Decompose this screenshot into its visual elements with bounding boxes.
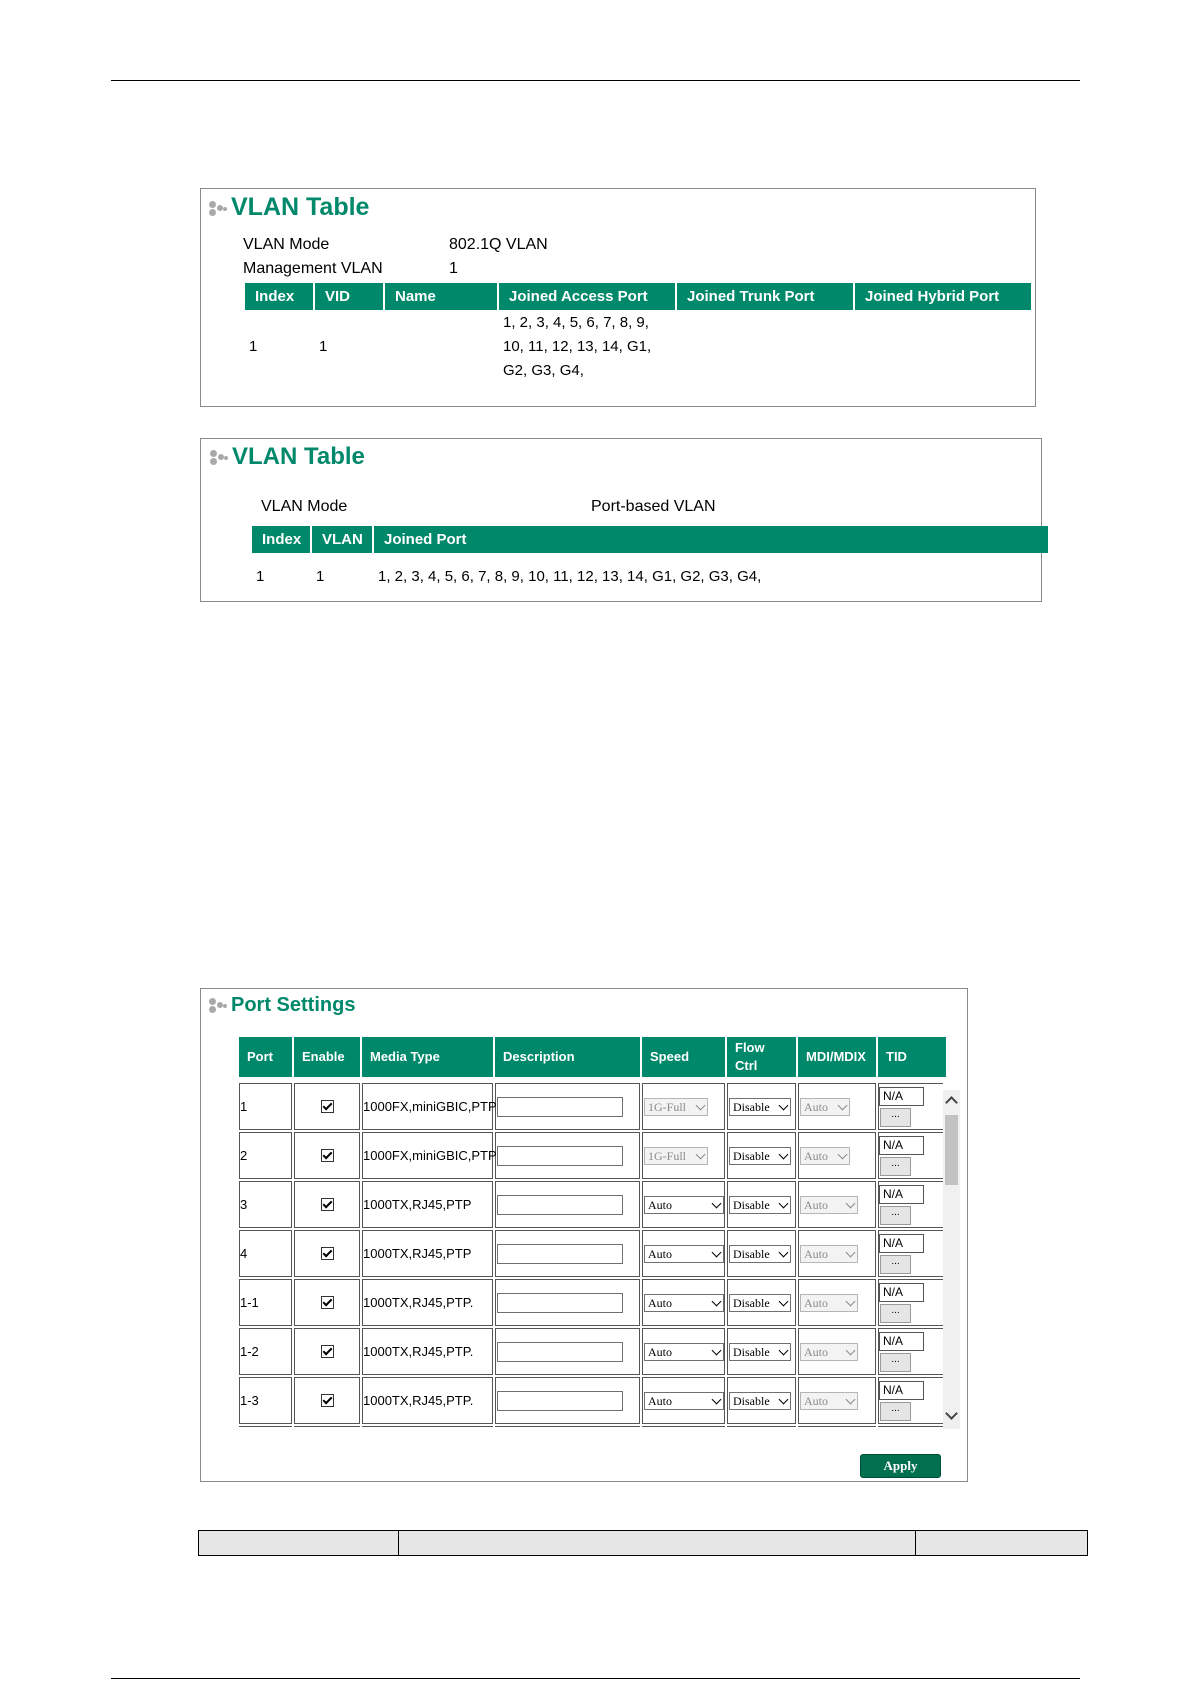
table-row: [252, 553, 1048, 601]
col-speed: Speed: [642, 1037, 725, 1077]
col-flow-ctrl: Flow Ctrl: [727, 1037, 796, 1077]
scroll-up-icon[interactable]: [945, 1096, 958, 1109]
tid-browse-button[interactable]: ...: [880, 1206, 911, 1225]
enable-cell: [294, 1377, 360, 1424]
speed-select: 1G-Full: [644, 1098, 708, 1116]
chevron-down-icon: [696, 1100, 706, 1110]
table-row: [239, 1279, 943, 1326]
description-cell: [495, 1083, 640, 1130]
chevron-down-icon: [846, 1296, 856, 1306]
port-settings-rows: [237, 1081, 943, 1427]
chevron-down-icon: [779, 1247, 789, 1257]
vlan-mode-label: VLAN Mode: [243, 236, 330, 253]
chevron-down-icon: [846, 1247, 856, 1257]
speed-select[interactable]: Auto: [644, 1196, 724, 1214]
tid-input[interactable]: N/A: [879, 1283, 924, 1302]
vlan-port-table: [250, 526, 1050, 601]
tid-cell: [878, 1377, 943, 1424]
mdi-mdix-cell: [798, 1181, 876, 1228]
mdi-mdix-cell: [798, 1230, 876, 1277]
enable-checkbox[interactable]: [321, 1394, 334, 1407]
col-vlan: VLAN: [312, 526, 372, 553]
col-enable: Enable: [294, 1037, 360, 1077]
flow-ctrl-select[interactable]: Disable: [729, 1392, 791, 1410]
col-media-type: Media Type: [362, 1037, 493, 1077]
vlan-mode-label: VLAN Mode: [261, 498, 348, 515]
panel-title: VLAN Table: [208, 443, 365, 471]
chevron-down-icon: [712, 1247, 722, 1257]
description-input[interactable]: [497, 1391, 623, 1411]
table-header-row: [239, 1037, 946, 1077]
port-id: 1-2: [239, 1328, 292, 1375]
footer-rule: [111, 1678, 1080, 1679]
panel-title: Port Settings: [207, 993, 355, 1017]
row-name: [385, 310, 497, 384]
scroll-down-icon[interactable]: [945, 1407, 958, 1420]
flow-ctrl-select[interactable]: Disable: [729, 1098, 791, 1116]
col-name: Name: [385, 283, 497, 310]
port-settings-header: [237, 1035, 948, 1079]
dots-icon: [208, 445, 230, 469]
media-type: 1000TX,RJ45,PTP.: [362, 1279, 493, 1326]
description-cell: [495, 1181, 640, 1228]
flow-ctrl-cell: [727, 1279, 796, 1326]
mdi-mdix-cell: [798, 1328, 876, 1375]
table-row: [239, 1377, 943, 1424]
flow-ctrl-select[interactable]: Disable: [729, 1343, 791, 1361]
empty-cell: [239, 1426, 292, 1427]
chevron-down-icon: [712, 1345, 722, 1355]
row-index: 1: [256, 568, 265, 585]
enable-cell: [294, 1181, 360, 1228]
enable-checkbox[interactable]: [321, 1296, 334, 1309]
tid-input[interactable]: N/A: [879, 1381, 924, 1400]
panel-title: VLAN Table: [207, 193, 369, 222]
enable-checkbox[interactable]: [321, 1198, 334, 1211]
table-row: [239, 1181, 943, 1228]
chevron-down-icon: [712, 1198, 722, 1208]
port-id: 4: [239, 1230, 292, 1277]
empty-cell: [642, 1426, 725, 1427]
table-row: [239, 1426, 943, 1427]
description-cell: [495, 1279, 640, 1326]
col-joined-access-port: Joined Access Port: [499, 283, 675, 310]
speed-cell: [642, 1279, 725, 1326]
tid-cell: [878, 1083, 943, 1130]
col-port: Port: [239, 1037, 292, 1077]
description-input[interactable]: [497, 1097, 623, 1117]
chevron-down-icon: [712, 1296, 722, 1306]
tid-cell: [878, 1230, 943, 1277]
description-cell: [495, 1132, 640, 1179]
empty-cell: [294, 1426, 360, 1427]
empty-cell: [798, 1426, 876, 1427]
col-joined-hybrid-port: Joined Hybrid Port: [855, 283, 1031, 310]
mdi-mdix-select: Auto: [800, 1147, 850, 1165]
media-type: 1000FX,miniGBIC,PTP: [362, 1132, 493, 1179]
table-header-row: [245, 283, 1031, 310]
description-input[interactable]: [497, 1195, 623, 1215]
col-joined-trunk-port: Joined Trunk Port: [677, 283, 853, 310]
enable-checkbox[interactable]: [321, 1149, 334, 1162]
table-row: [245, 310, 1031, 384]
row-index: 1: [249, 338, 258, 355]
row-vid: 1: [319, 338, 328, 355]
speed-select[interactable]: Auto: [644, 1245, 724, 1263]
tid-input[interactable]: N/A: [879, 1136, 924, 1155]
vlan-8021q-table: [243, 283, 1033, 384]
enable-checkbox[interactable]: [321, 1345, 334, 1358]
port-id: 1-3: [239, 1377, 292, 1424]
empty-cell: [727, 1426, 796, 1427]
speed-select[interactable]: Auto: [644, 1343, 724, 1361]
flow-ctrl-select[interactable]: Disable: [729, 1245, 791, 1263]
port-id: 3: [239, 1181, 292, 1228]
vlan-mode-value: Port-based VLAN: [591, 498, 716, 515]
flow-ctrl-cell: [727, 1132, 796, 1179]
port-id: 2: [239, 1132, 292, 1179]
speed-cell: [642, 1230, 725, 1277]
description-input[interactable]: [497, 1342, 623, 1362]
description-input[interactable]: [497, 1293, 623, 1313]
chevron-down-icon: [779, 1149, 789, 1159]
tid-input[interactable]: N/A: [879, 1234, 924, 1253]
enable-cell: [294, 1083, 360, 1130]
table-row: [239, 1132, 943, 1179]
row-vlan: 1: [316, 568, 325, 585]
tid-input[interactable]: N/A: [879, 1087, 924, 1106]
empty-cell: [362, 1426, 493, 1427]
chevron-down-icon: [846, 1198, 856, 1208]
tid-browse-button[interactable]: ...: [880, 1402, 911, 1421]
enable-cell: [294, 1328, 360, 1375]
speed-select: 1G-Full: [644, 1147, 708, 1165]
row-hybrid-ports: [855, 310, 1031, 384]
chevron-down-icon: [846, 1394, 856, 1404]
flow-ctrl-select[interactable]: Disable: [729, 1196, 791, 1214]
port-rows-viewport[interactable]: [237, 1081, 943, 1427]
description-input[interactable]: [497, 1244, 623, 1264]
management-vlan-value: 1: [449, 260, 458, 277]
tid-input[interactable]: N/A: [879, 1332, 924, 1351]
description-input[interactable]: [497, 1146, 623, 1166]
tid-cell: [878, 1279, 943, 1326]
empty-cell: [495, 1426, 640, 1427]
speed-cell: [642, 1377, 725, 1424]
port-settings-panel: [200, 988, 968, 1482]
enable-checkbox[interactable]: [321, 1247, 334, 1260]
mdi-mdix-select: Auto: [800, 1294, 858, 1312]
chevron-down-icon: [779, 1394, 789, 1404]
empty-cell: [878, 1426, 943, 1427]
speed-select[interactable]: Auto: [644, 1392, 724, 1410]
chevron-down-icon: [696, 1149, 706, 1159]
tid-input[interactable]: N/A: [879, 1185, 924, 1204]
tid-browse-button[interactable]: ...: [880, 1353, 911, 1372]
tid-browse-button[interactable]: ...: [880, 1255, 911, 1274]
port-id: 1-1: [239, 1279, 292, 1326]
flow-ctrl-cell: [727, 1181, 796, 1228]
flow-ctrl-cell: [727, 1328, 796, 1375]
tid-cell: [878, 1328, 943, 1375]
enable-checkbox[interactable]: [321, 1100, 334, 1113]
mdi-mdix-cell: [798, 1279, 876, 1326]
media-type: 1000TX,RJ45,PTP: [362, 1181, 493, 1228]
mdi-mdix-cell: [798, 1377, 876, 1424]
speed-select[interactable]: Auto: [644, 1294, 724, 1312]
chevron-down-icon: [838, 1149, 848, 1159]
flow-ctrl-select[interactable]: Disable: [729, 1294, 791, 1312]
tid-browse-button[interactable]: ...: [880, 1304, 911, 1323]
table-scrollbar[interactable]: [943, 1090, 960, 1429]
col-joined-port: Joined Port: [374, 526, 1048, 553]
speed-cell: [642, 1132, 725, 1179]
speed-cell: [642, 1328, 725, 1375]
table-row: [239, 1230, 943, 1277]
speed-cell: [642, 1181, 725, 1228]
dots-icon: [207, 993, 229, 1017]
col-vid: VID: [315, 283, 383, 310]
chevron-down-icon: [779, 1198, 789, 1208]
mdi-mdix-select: Auto: [800, 1196, 858, 1214]
col-mdi-mdix: MDI/MDIX: [798, 1037, 876, 1077]
tid-browse-button[interactable]: ...: [880, 1108, 911, 1127]
apply-button[interactable]: Apply: [860, 1454, 941, 1478]
chevron-down-icon: [838, 1100, 848, 1110]
description-cell: [495, 1328, 640, 1375]
enable-cell: [294, 1132, 360, 1179]
mdi-mdix-select: Auto: [800, 1245, 858, 1263]
management-vlan-label: Management VLAN: [243, 260, 383, 277]
media-type: 1000FX,miniGBIC,PTP: [362, 1083, 493, 1130]
mdi-mdix-select: Auto: [800, 1343, 858, 1361]
mdi-mdix-select: Auto: [800, 1392, 858, 1410]
tid-cell: [878, 1132, 943, 1179]
mdi-mdix-cell: [798, 1132, 876, 1179]
table-row: [239, 1083, 943, 1130]
header-rule: [111, 80, 1080, 81]
media-type: 1000TX,RJ45,PTP.: [362, 1328, 493, 1375]
description-cell: [495, 1230, 640, 1277]
col-tid: TID: [878, 1037, 946, 1077]
col-description: Description: [495, 1037, 640, 1077]
table-header-row: [252, 526, 1048, 553]
chevron-down-icon: [779, 1345, 789, 1355]
dots-icon: [207, 196, 229, 220]
chevron-down-icon: [846, 1345, 856, 1355]
mdi-mdix-select: Auto: [800, 1098, 850, 1116]
flow-ctrl-select[interactable]: Disable: [729, 1147, 791, 1165]
tid-browse-button[interactable]: ...: [880, 1157, 911, 1176]
mdi-mdix-cell: [798, 1083, 876, 1130]
flow-ctrl-cell: [727, 1083, 796, 1130]
flow-ctrl-cell: [727, 1230, 796, 1277]
enable-cell: [294, 1230, 360, 1277]
description-cell: [495, 1377, 640, 1424]
enable-cell: [294, 1279, 360, 1326]
row-trunk-ports: [677, 310, 853, 384]
footer-table-strip: [198, 1530, 1088, 1556]
chevron-down-icon: [712, 1394, 722, 1404]
vlan-mode-value: 802.1Q VLAN: [449, 236, 548, 253]
row-access-ports: 1, 2, 3, 4, 5, 6, 7, 8, 9, 10, 11, 12, 13, 14, G1, G2, G3, G4,: [503, 314, 652, 379]
media-type: 1000TX,RJ45,PTP.: [362, 1377, 493, 1424]
scrollbar-thumb[interactable]: [945, 1115, 958, 1185]
tid-cell: [878, 1181, 943, 1228]
speed-cell: [642, 1083, 725, 1130]
flow-ctrl-cell: [727, 1377, 796, 1424]
col-index: Index: [252, 526, 310, 553]
col-index: Index: [245, 283, 313, 310]
row-joined-ports: 1, 2, 3, 4, 5, 6, 7, 8, 9, 10, 11, 12, 13, 14, G1, G2, G3, G4,: [378, 568, 762, 585]
media-type: 1000TX,RJ45,PTP: [362, 1230, 493, 1277]
table-row: [239, 1328, 943, 1375]
chevron-down-icon: [779, 1296, 789, 1306]
vlan-table-8021q-panel: [200, 188, 1036, 407]
chevron-down-icon: [779, 1100, 789, 1110]
port-id: 1: [239, 1083, 292, 1130]
vlan-table-port-based-panel: [200, 438, 1042, 602]
